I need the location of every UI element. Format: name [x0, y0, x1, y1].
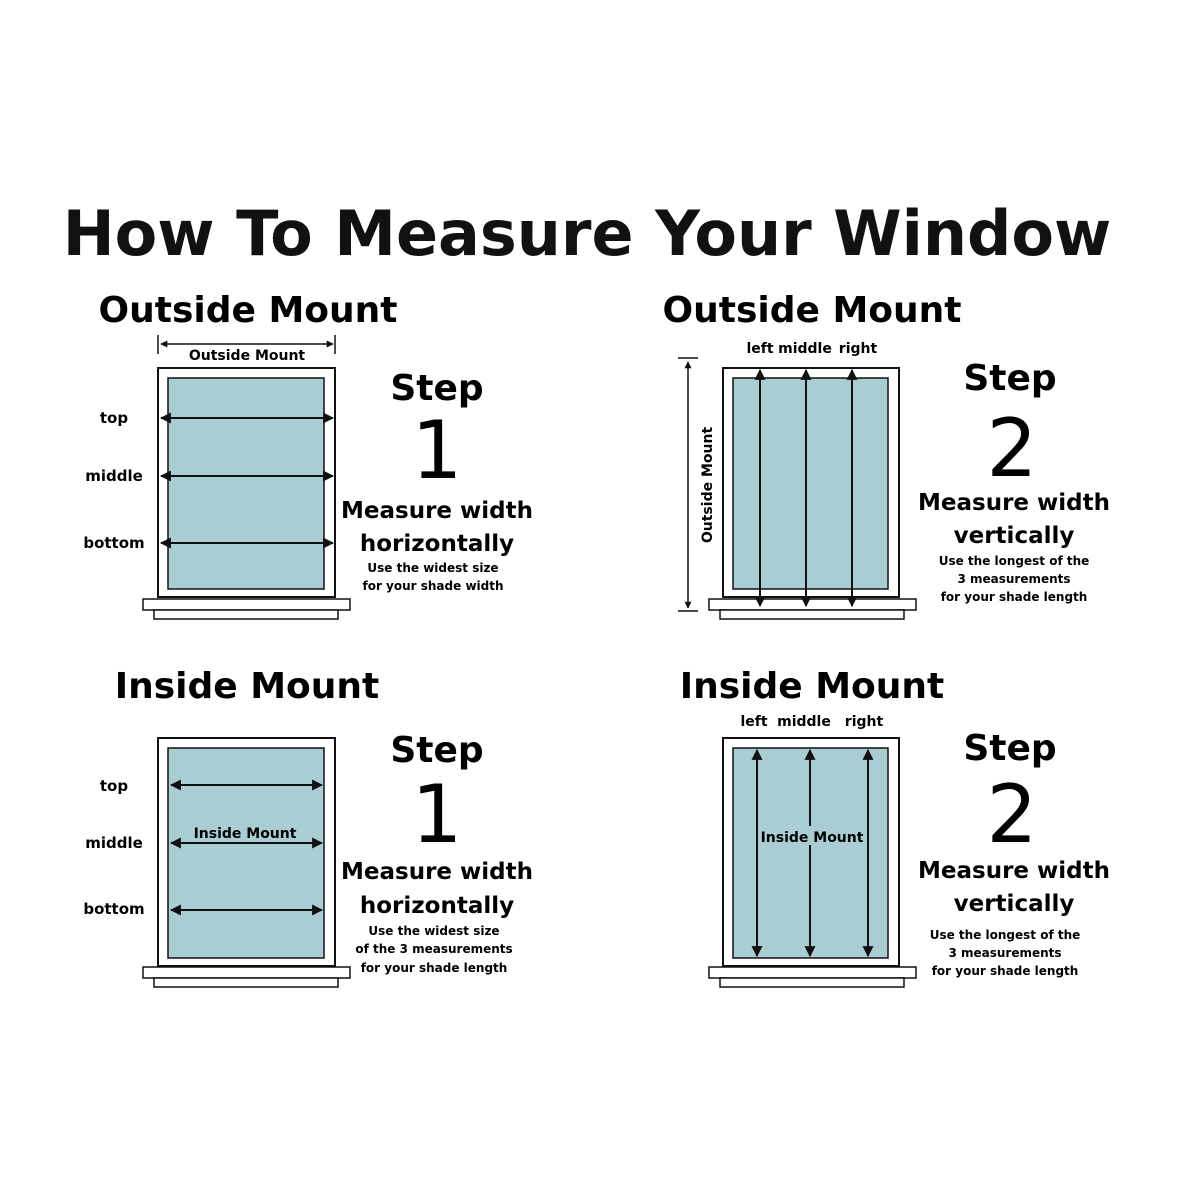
- note-line-1: Use the longest of the: [938, 554, 1090, 568]
- note-line-1: Use the longest of the: [929, 928, 1081, 942]
- window-glass: [168, 378, 324, 589]
- step-word: Step: [963, 728, 1057, 769]
- window-sill-base: [154, 978, 338, 987]
- label-middle: middle: [85, 834, 143, 852]
- window-sill-base: [154, 610, 338, 619]
- panel-heading: Outside Mount: [662, 290, 962, 331]
- window-sill: [143, 599, 350, 610]
- panel-outside-mount-step-2: [663, 290, 1110, 619]
- step-number: 1: [411, 768, 463, 861]
- label-right: right: [844, 714, 884, 730]
- window-sill-base: [720, 610, 904, 619]
- step-number: 1: [411, 404, 463, 497]
- panel-inside-mount-step-2: [680, 666, 1110, 987]
- instruction-line-1: Measure width: [918, 858, 1110, 884]
- step-word: Step: [390, 368, 484, 409]
- instruction-line-2: horizontally: [359, 531, 515, 557]
- step-word: Step: [390, 730, 484, 771]
- window-sill-base: [720, 978, 904, 987]
- window-glass: [733, 378, 888, 589]
- label-bottom: bottom: [83, 900, 145, 918]
- label-middle: middle: [85, 467, 143, 485]
- panel-heading: Outside Mount: [98, 290, 398, 331]
- label-left: left: [740, 714, 768, 730]
- window-sill: [143, 967, 350, 978]
- label-bottom: bottom: [83, 534, 145, 552]
- step-word: Step: [963, 358, 1057, 399]
- note-line-3: for your shade length: [940, 590, 1088, 604]
- label-left: left: [746, 341, 774, 357]
- window-sill: [709, 599, 916, 610]
- label-top: top: [99, 777, 129, 795]
- note-line-2: of the 3 measurements: [355, 942, 513, 956]
- panel-outside-mount-step-1: [83, 290, 533, 619]
- dimension-label: Inside Mount: [760, 830, 864, 846]
- label-right: right: [838, 341, 878, 357]
- step-number: 2: [986, 402, 1038, 495]
- note-line-2: 3 measurements: [948, 946, 1062, 960]
- panel-heading: Inside Mount: [679, 666, 945, 707]
- note-line-2: for your shade width: [362, 579, 504, 593]
- step-number: 2: [986, 768, 1038, 861]
- dimension-label: Inside Mount: [193, 826, 297, 842]
- note-line-2: 3 measurements: [957, 572, 1071, 586]
- instruction-line-2: horizontally: [359, 893, 515, 919]
- note-line-3: for your shade length: [931, 964, 1079, 978]
- instruction-line-2: vertically: [953, 523, 1075, 549]
- label-middle: middle: [777, 714, 831, 730]
- instruction-line-1: Measure width: [918, 490, 1110, 516]
- label-top: top: [99, 409, 129, 427]
- window-sill: [709, 967, 916, 978]
- panel-inside-mount-step-1: [83, 666, 533, 987]
- dimension-label: Outside Mount: [188, 348, 306, 364]
- instruction-line-2: vertically: [953, 891, 1075, 917]
- window-glass: [168, 748, 324, 958]
- note-line-3: for your shade length: [360, 961, 508, 975]
- instruction-line-1: Measure width: [341, 859, 533, 885]
- page-title: How To Measure Your Window: [62, 197, 1112, 270]
- label-middle: middle: [778, 341, 832, 357]
- dimension-label: Outside Mount: [700, 426, 716, 544]
- instruction-line-1: Measure width: [341, 498, 533, 524]
- note-line-1: Use the widest size: [367, 561, 499, 575]
- panel-heading: Inside Mount: [114, 666, 380, 707]
- note-line-1: Use the widest size: [368, 924, 500, 938]
